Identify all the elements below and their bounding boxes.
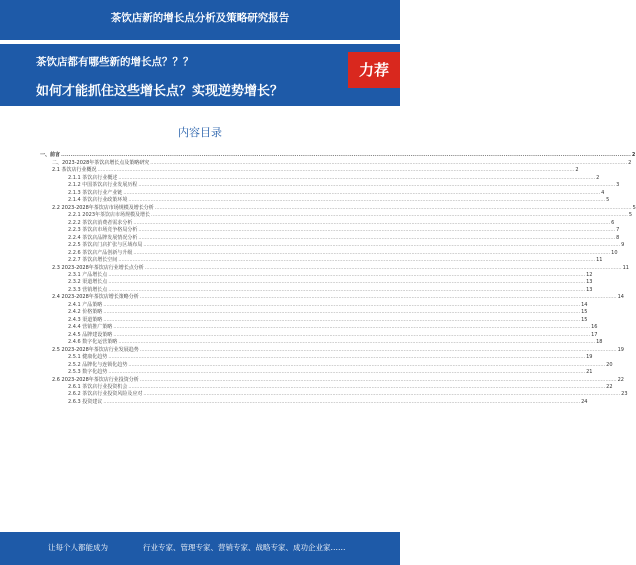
toc-entry[interactable] <box>40 226 620 234</box>
toc-entry-label: 2.1 茶饮店行业概况 <box>52 167 97 174</box>
toc-leader-dots: ............................................................................................................................................................................................................................................................................................................ <box>150 159 628 166</box>
toc-entry-page: 10 <box>611 249 618 256</box>
toc-leader-dots: ............................................................................................................................................................................................................................................................................................................ <box>138 182 616 189</box>
toc-entry[interactable] <box>40 323 598 331</box>
toc-leader-dots: ............................................................................................................................................................................................................................................................................................................ <box>108 279 586 286</box>
toc-entry-page: 18 <box>596 339 603 346</box>
toc-entry-label: 2.2.6 茶饮店产品创新与升级 <box>68 249 133 256</box>
toc-entry-page: 13 <box>586 279 593 286</box>
toc-entry-page: 23 <box>621 391 628 398</box>
toc-entry[interactable] <box>40 315 588 323</box>
toc-entry[interactable] <box>40 241 625 249</box>
toc-leader-dots: ............................................................................................................................................................................................................................................................................................................ <box>128 384 606 390</box>
toc-entry-label: 2.4 2023-2028年茶饮店增长策略分析 <box>52 294 139 301</box>
toc-entry[interactable] <box>40 158 632 166</box>
toc-leader-dots: ............................................................................................................................................................................................................................................................................................................ <box>138 227 616 234</box>
toc-leader-dots: ............................................................................................................................................................................................................................................................................................................ <box>133 249 611 256</box>
toc-leader-dots: ............................................................................................................................................................................................................................................................................................................ <box>103 398 581 405</box>
toc-entry-page: 3 <box>616 182 620 189</box>
toc-leader-dots: ............................................................................................................................................................................................................................................................................................................ <box>143 242 621 249</box>
toc-entry[interactable] <box>40 375 624 383</box>
toc-entry[interactable] <box>40 360 613 368</box>
toc-entry-page: 2 <box>628 159 632 166</box>
toc-entry[interactable] <box>40 338 603 346</box>
toc-entry-label: 2.1.1 茶饮店行业概述 <box>68 174 118 181</box>
toc-leader-dots: ............................................................................................................................................................................................................................................................................................................ <box>144 264 622 271</box>
toc-leader-dots: ............................................................................................................................................................................................................................................................................................................ <box>151 212 628 219</box>
toc-entry[interactable] <box>40 383 613 390</box>
toc-entry-page: 11 <box>596 257 603 264</box>
toc-entry[interactable] <box>40 285 593 293</box>
recommend-badge: 力荐 <box>348 52 400 88</box>
toc-entry-label: 2.4.5 品牌建设策略 <box>68 331 113 338</box>
toc-entry-page: 8 <box>616 234 620 241</box>
toc-heading: 内容目录 <box>178 126 222 139</box>
toc-entry-page: 21 <box>586 369 593 376</box>
toc-entry[interactable] <box>40 256 603 264</box>
toc-entry-page: 13 <box>586 286 593 293</box>
toc-entry-page: 17 <box>591 331 598 338</box>
toc-leader-dots: ............................................................................................................................................................................................................................................................................................................ <box>143 391 621 398</box>
toc-entry[interactable] <box>40 233 620 241</box>
toc-entry-label: 2.4.2 价格策略 <box>68 309 103 316</box>
toc-entry-page: 6 <box>611 219 615 226</box>
toc-entry-page: 5 <box>632 204 636 211</box>
toc-entry-label: 2.2.1 2023年茶饮店市场规模及增长 <box>68 212 151 219</box>
toc-leader-dots: ............................................................................................................................................................................................................................................................................................................ <box>97 167 575 174</box>
toc-leader-dots: ............................................................................................................................................................................................................................................................................................................ <box>128 197 606 204</box>
toc-entry-page: 22 <box>617 376 624 383</box>
toc-leader-dots: ............................................................................................................................................................................................................................................................................................................ <box>138 234 616 241</box>
toc-entry-label: 2.6.1 茶饮店行业投资机会 <box>68 384 128 390</box>
toc-entry-page: 14 <box>581 301 588 308</box>
toc-entry-label: 2.4.3 渠道策略 <box>68 316 103 323</box>
toc-entry[interactable] <box>40 293 624 301</box>
toc-leader-dots: ............................................................................................................................................................................................................................................................................................................ <box>139 376 617 383</box>
table-of-contents <box>40 151 636 405</box>
toc-entry[interactable] <box>40 173 600 181</box>
toc-leader-dots: ............................................................................................................................................................................................................................................................................................................ <box>108 369 586 376</box>
toc-entry[interactable] <box>40 188 605 196</box>
toc-entry[interactable] <box>40 218 615 226</box>
toc-entry-page: 19 <box>617 346 624 353</box>
toc-entry-label: 2.2.2 茶饮店消费者需求分析 <box>68 219 133 226</box>
toc-entry-page: 22 <box>606 384 613 390</box>
toc-entry-label: 一、前言 <box>40 152 61 159</box>
toc-leader-dots: ............................................................................................................................................................................................................................................................................................................ <box>118 257 596 264</box>
toc-entry-page: 7 <box>616 227 620 234</box>
toc-entry[interactable] <box>40 308 588 316</box>
toc-entry-page: 2 <box>631 152 636 159</box>
toc-entry-label: 2.2.7 茶饮店增长空间 <box>68 257 118 264</box>
toc-entry[interactable] <box>40 397 588 405</box>
toc-entry-page: 2 <box>575 167 579 174</box>
toc-entry[interactable] <box>40 271 593 278</box>
toc-entry-label: 2.3 2023-2028年茶饮店行业增长点分析 <box>52 264 144 271</box>
toc-entry-label: 2.5.1 健康化趋势 <box>68 354 108 361</box>
toc-entry-label: 2.6 2023-2028年茶饮店行业投资分析 <box>52 376 139 383</box>
toc-entry-label: 2.2.3 茶饮店市场竞争格局分析 <box>68 227 138 234</box>
banner-question-2: 如何才能抓住这些增长点？实现逆势增长？ <box>36 84 284 99</box>
toc-leader-dots: ............................................................................................................................................................................................................................................................................................................ <box>118 339 596 346</box>
toc-leader-dots: ............................................................................................................................................................................................................................................................................................................ <box>154 204 632 211</box>
toc-entry-label: 2.6.3 投资建议 <box>68 398 103 405</box>
toc-entry[interactable] <box>40 300 588 308</box>
toc-leader-dots: ............................................................................................................................................................................................................................................................................................................ <box>108 271 586 278</box>
toc-leader-dots: ............................................................................................................................................................................................................................................................................................................ <box>113 324 591 331</box>
toc-entry[interactable] <box>40 345 624 353</box>
report-title: 茶饮店新的增长点分析及策略研究报告 <box>110 12 290 24</box>
toc-entry-label: 2.5.3 数字化趋势 <box>68 369 108 376</box>
toc-leader-dots: ............................................................................................................................................................................................................................................................................................................ <box>61 152 631 159</box>
toc-entry[interactable] <box>40 151 636 159</box>
toc-entry[interactable] <box>40 196 610 204</box>
toc-entry-label: 2.3.3 营销增长点 <box>68 286 108 293</box>
toc-entry-page: 19 <box>586 354 593 361</box>
toc-entry-label: 2.5 2023-2028年茶饮店行业发展趋势 <box>52 346 139 353</box>
toc-entry-label: 2.2.4 茶饮店品牌发展情况分析 <box>68 234 138 241</box>
toc-entry[interactable] <box>40 166 579 174</box>
footer-slogan: 让每个人都能成为 <box>48 543 108 552</box>
toc-entry-page: 12 <box>586 271 593 278</box>
toc-entry-page: 4 <box>601 189 605 196</box>
toc-leader-dots: ............................................................................................................................................................................................................................................................................................................ <box>103 309 581 316</box>
toc-entry-label: 2.2 2023-2028年茶饮店市场规模及增长分析 <box>52 204 154 211</box>
toc-leader-dots: ............................................................................................................................................................................................................................................................................................................ <box>113 331 591 338</box>
toc-entry-page: 9 <box>621 242 625 249</box>
toc-entry-label: 2.2.5 茶饮店门店扩张与区域布局 <box>68 242 143 249</box>
toc-leader-dots: ............................................................................................................................................................................................................................................................................................................ <box>139 346 617 353</box>
toc-leader-dots: ............................................................................................................................................................................................................................................................................................................ <box>103 316 581 323</box>
toc-entry[interactable] <box>40 211 633 219</box>
toc-entry-page: 11 <box>622 264 629 271</box>
toc-entry-label: 2.1.4 茶饮店行业政策环境 <box>68 197 128 204</box>
toc-entry[interactable] <box>40 330 598 338</box>
toc-leader-dots: ............................................................................................................................................................................................................................................................................................................ <box>133 219 611 226</box>
toc-entry[interactable] <box>40 263 629 271</box>
toc-leader-dots: ............................................................................................................................................................................................................................................................................................................ <box>128 361 606 368</box>
toc-leader-dots: ............................................................................................................................................................................................................................................................................................................ <box>108 354 586 361</box>
toc-entry-page: 5 <box>606 197 610 204</box>
toc-entry-page: 15 <box>581 309 588 316</box>
toc-entry-label: 2.6.2 茶饮店行业投资风险及应对 <box>68 391 143 398</box>
toc-entry-page: 15 <box>581 316 588 323</box>
toc-leader-dots: ............................................................................................................................................................................................................................................................................................................ <box>103 301 581 308</box>
toc-entry-label: 2.1.3 茶饮店行业产业链 <box>68 189 123 196</box>
toc-entry[interactable] <box>40 368 593 376</box>
toc-entry-page: 14 <box>617 294 624 301</box>
toc-entry[interactable] <box>40 203 636 211</box>
toc-entry-page: 20 <box>606 361 613 368</box>
toc-entry[interactable] <box>40 390 628 398</box>
footer-tagline: 行业专家、管理专家、营销专家、战略专家、成功企业家…… <box>143 543 346 552</box>
toc-entry[interactable] <box>40 248 618 256</box>
toc-entry-page: 2 <box>596 174 600 181</box>
toc-entry-label: 2.3.1 产品增长点 <box>68 271 108 278</box>
toc-entry-label: 2.1.2 中国茶饮店行业发展历程 <box>68 182 138 189</box>
toc-entry-label: 2.4.1 产品策略 <box>68 301 103 308</box>
toc-leader-dots: ............................................................................................................................................................................................................................................................................................................ <box>108 286 586 293</box>
toc-entry-label: 二、2023-2028年茶饮店增长点及策略研究 <box>52 159 150 166</box>
toc-entry[interactable] <box>40 181 620 189</box>
toc-leader-dots: ............................................................................................................................................................................................................................................................................................................ <box>118 174 596 181</box>
toc-leader-dots: ............................................................................................................................................................................................................................................................................................................ <box>123 189 601 196</box>
toc-entry[interactable] <box>40 353 593 361</box>
toc-entry-label: 2.5.2 品牌化与连锁化趋势 <box>68 361 128 368</box>
toc-leader-dots: ............................................................................................................................................................................................................................................................................................................ <box>139 294 617 301</box>
toc-entry-label: 2.3.2 渠道增长点 <box>68 279 108 286</box>
toc-entry-page: 5 <box>628 212 633 219</box>
toc-entry[interactable] <box>40 278 593 286</box>
toc-entry-page: 24 <box>581 398 588 405</box>
toc-entry-page: 16 <box>591 324 598 331</box>
toc-entry-label: 2.4.6 数字化运营策略 <box>68 339 118 346</box>
toc-entry-label: 2.4.4 营销推广策略 <box>68 324 113 331</box>
banner-question-1: 茶饮店都有哪些新的增长点？？？ <box>36 56 194 68</box>
